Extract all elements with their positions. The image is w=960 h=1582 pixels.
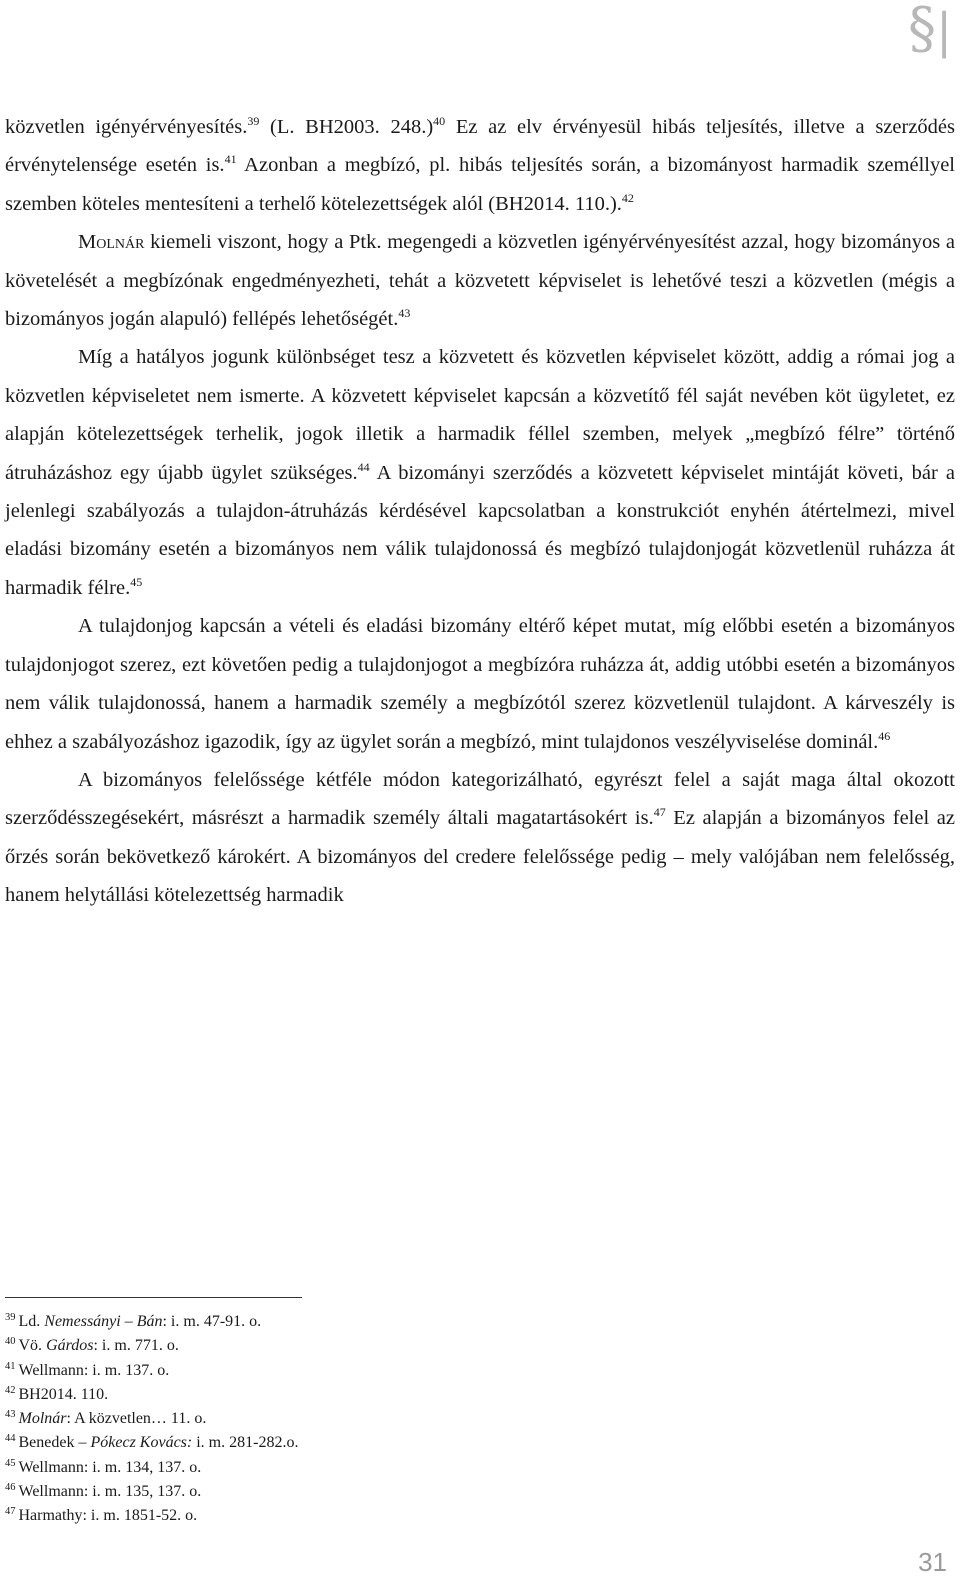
text-run: A bizományos felelőssége kétféle módon kategorizálható, egyrészt felel a saját maga által okozott szerződésszegésekért, másrészt a harmadik személy általi magatartásokért is. <box>5 768 955 830</box>
footnote-reference: 39 <box>247 114 260 128</box>
footnote <box>5 1310 805 1334</box>
footnotes <box>5 1310 805 1529</box>
italic-text: Nemessányi – Bán <box>44 1313 163 1330</box>
paragraph <box>5 761 955 915</box>
text-run: Ez az elv érvényesül hibás teljesítés, illetve a szerződés érvénytelensége esetén is. <box>5 116 955 177</box>
footnote <box>5 1456 805 1480</box>
footnote <box>5 1334 805 1358</box>
footnote-reference: 45 <box>130 574 143 589</box>
text-run: kiemeli viszont, hogy a Ptk. megengedi a közvetlen igényérvényesítést azzal, hogy bizományos a követelését a megbízónak engedményezheti, tehát a közvetett képviselet is lehetővé teszi a közvetlen (mégis a bizományos jogán alapuló) fellépés lehetőségét. <box>5 231 955 331</box>
text-run: Benedek – <box>18 1434 91 1452</box>
text-run: Wellmann: i. m. 137. o. <box>18 1361 170 1379</box>
text-run: Wellmann: i. m. 135, 137. o. <box>18 1483 202 1501</box>
footnote-reference: 47 <box>653 805 666 820</box>
footnote-separator <box>5 1297 302 1298</box>
footnote-number: 44 <box>5 1433 16 1445</box>
footnote-number: 45 <box>5 1457 16 1469</box>
footnote-number: 41 <box>5 1360 16 1372</box>
text-run: Azonban a megbízó, pl. hibás teljesítés során, a bizományost harmadik személlyel szemben köteles mentesíteni a terhelő kötelezettségek alól (BH2014. 110.). <box>5 154 956 215</box>
section-sign-icon <box>908 0 953 61</box>
footnote-number: 42 <box>5 1384 16 1396</box>
page-number: 31 <box>918 1547 947 1577</box>
footnote <box>5 1359 805 1383</box>
footnote-number: 46 <box>5 1482 16 1494</box>
text-run: Ld. <box>18 1313 45 1330</box>
text-run: A bizományi szerződés a közvetett képviselet mintáját követi, bár a jelenlegi szabályozás a tulajdon-átruházás kérdésével kapcsolatban a konstrukciót enyhén átértelmezi, mivel eladási bizomány esetén a bizományos nem válik tulajdonossá és megbízó tulajdonjogát közvetlenül ruházza át harmadik félre. <box>5 461 955 599</box>
footnote-number: 43 <box>5 1409 16 1421</box>
footnote-reference: 41 <box>224 152 237 167</box>
footnote-reference: 40 <box>433 114 446 128</box>
footnote <box>5 1504 805 1528</box>
section-sign-glyph: § <box>908 0 936 61</box>
paragraph <box>5 223 955 338</box>
footnote-number: 39 <box>5 1312 16 1323</box>
text-run: A tulajdonjog kapcsán a vételi és eladási bizomány eltérő képet mutat, míg előbbi esetén a bizományos tulajdonjogot szerez, ezt követően pedig a tulajdonjogot a megbízóra ruházza át, addig utóbbi esetén a bizományos nem válik tulajdonossá, hanem a harmadik személy a megbízótól szerez közvetlenül tulajdont. A kárveszély is ehhez a szabályozáshoz igazodik, így az ügylet során a megbízó, mint tulajdonos veszélyviselése dominál. <box>5 615 955 753</box>
italic-text: Gárdos <box>46 1337 94 1355</box>
footnote <box>5 1431 805 1455</box>
footnote <box>5 1383 805 1407</box>
footnote-reference: 43 <box>398 306 411 321</box>
paragraph <box>5 338 955 607</box>
text-run: közvetlen igényérvényesítés. <box>5 116 248 138</box>
footnote-reference: 42 <box>621 190 634 205</box>
italic-text: Pókecz Kovács: <box>90 1434 193 1452</box>
section-bar-glyph: | <box>936 3 953 59</box>
text-run: Wellmann: i. m. 134, 137. o. <box>18 1458 202 1476</box>
paragraph <box>5 607 955 761</box>
body-text <box>5 108 955 915</box>
footnote-number: 47 <box>5 1506 16 1518</box>
text-run: BH2014. 110. <box>18 1385 109 1403</box>
text-run: Harmathy: i. m. 1851-52. o. <box>18 1507 198 1525</box>
paragraph <box>5 108 955 223</box>
author-name: Molnár <box>78 231 145 254</box>
footnote <box>5 1407 805 1431</box>
footnote <box>5 1480 805 1504</box>
text-run: Ez alapján a bizományos felel az őrzés során bekövetkező károkért. A bizományos del credere felelőssége pedig – mely valójában nem felelősség, hanem helytállási kötelezettség harmadik <box>5 807 955 907</box>
text-run: Míg a hatályos jogunk különbséget tesz a közvetett és közvetlen képviselet között, addig a római jog a közvetlen képviseletet nem ismerte. A közvetett képviselet kapcsán a közvetítő fél saját nevében köt ügyletet, ez alapján kötelezettségek terhelik, jogok illetik a harmadik féllel szemben, melyek „megbízó félre” történő átruházáshoz egy újabb ügylet szükséges. <box>5 346 955 484</box>
footnote-reference: 46 <box>878 728 891 743</box>
italic-text: Molnár <box>18 1410 67 1428</box>
text-run: : i. m. 771. o. <box>93 1337 179 1355</box>
footnote-reference: 44 <box>357 459 370 474</box>
text-run: : A közvetlen… 11. o. <box>66 1410 207 1428</box>
text-run: : i. m. 47-91. o. <box>162 1313 262 1330</box>
text-run: i. m. 281-282.o. <box>192 1434 299 1452</box>
text-run: Vö. <box>18 1337 47 1355</box>
text-run: (L. BH2003. 248.) <box>259 116 434 138</box>
footnote-number: 40 <box>5 1336 16 1348</box>
